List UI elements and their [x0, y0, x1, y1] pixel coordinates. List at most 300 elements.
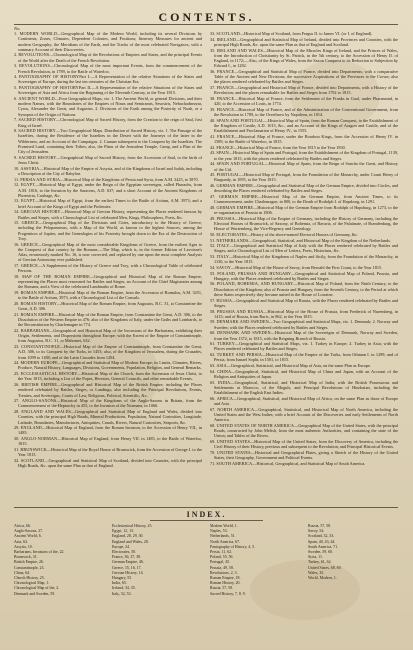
- entry-title: GREECE: [20, 263, 38, 268]
- contents-entry: [14, 301, 202, 312]
- index-entry: Prussia, 49, 58.: [210, 565, 234, 570]
- contents-entry: [14, 155, 202, 166]
- contents-entry: [210, 96, 398, 107]
- entry-title: MAP OF THE ROMAN EMPIRE: [22, 273, 90, 279]
- entry-number: 8.: [14, 128, 18, 134]
- index-entry: Wales, 35.: [308, 570, 325, 575]
- entry-description: —Historical Map of the Royal House of Brunswick, from the Accession of George I. to the Year 1815.: [18, 446, 202, 458]
- contents-entry: [14, 436, 202, 447]
- index-entry: China, 64.: [14, 570, 31, 575]
- entry-number: 70.: [210, 449, 216, 455]
- entry-title: SACRED HISTORY: [18, 154, 57, 160]
- index-entry: Africa, 66.: [14, 524, 31, 528]
- index-column-3: [210, 524, 300, 638]
- entry-number: 12.: [14, 182, 20, 188]
- entry-title: FRANCE: [217, 133, 235, 139]
- entry-title: BRUNSWICK: [20, 446, 47, 452]
- contents-entry: [14, 360, 202, 371]
- entry-title: GREECE: [20, 241, 38, 247]
- contents-entry: [210, 145, 398, 150]
- contents-entry: [14, 128, 202, 154]
- entry-number: 36.: [210, 68, 216, 74]
- contents-entry: [14, 447, 202, 458]
- contents-entry: [14, 425, 202, 436]
- entry-title: FRANCE: [216, 68, 235, 74]
- contents-entry: [210, 407, 398, 423]
- contents-entry: [14, 117, 202, 128]
- entry-number: 22.: [14, 327, 20, 333]
- index-column-4: [308, 524, 398, 638]
- contents-entry: [210, 107, 398, 118]
- contents-entry: [14, 263, 202, 274]
- index-entry: United States, 68, 69.: [308, 565, 342, 570]
- title-rule: [14, 24, 398, 25]
- index-entry: Naples, 53.: [210, 529, 228, 534]
- entry-title: GERMAN EMPIRE: [216, 204, 254, 210]
- entry-description: —Geographical, Statistical, and Historical Map of North America, including the United States and the West Indies; with a brief Account of the Discoveries and early Settlements of North America.: [214, 406, 398, 423]
- index-entry: South America, 71.: [308, 544, 339, 549]
- entry-number: 14.: [14, 209, 20, 215]
- entry-title: TURKEY: [217, 341, 235, 347]
- entry-title: CHINA: [217, 368, 232, 374]
- contents-entry: [210, 183, 398, 194]
- entry-number: 43.: [210, 150, 216, 156]
- contents-entry: [14, 398, 202, 409]
- entry-title: INDIA: [217, 379, 231, 385]
- entry-description: —Geographical and Historical Map of the British Empire; including the Places rendered celebrated by Battles, Sieges, or Landings; also including the Principal Revolutions, Events, Treaties, and Sovereigns, Courts of Law, Religious, Political, Scientific, &c.: [18, 382, 202, 398]
- entry-number: 47.: [210, 193, 216, 199]
- entry-description: —Historical Map of the Empire of the Turks, from Othman I. in 1299; and of Persia, from Ismael Sophi, in 1501, to 1815.: [214, 352, 398, 363]
- contents-entry: [14, 344, 202, 360]
- entry-title: ANGLO-NORMAN: [20, 436, 58, 442]
- entry-description: —Historical Map of Egypt, under the Reign of the Egyptian sovereigns, called Pharaohs, from A.M. 1816, to the Invasion by the Saracens, A.D. 637; and a short Account of the Ancient Kingdoms of Phoenicia, Carthage, &c.: [18, 182, 202, 198]
- entry-number: 44.: [210, 161, 216, 167]
- entry-description: —History of the above-named Electoral Houses of Germany, &c.: [246, 231, 359, 237]
- entry-description: —Geographical, Statistical, and Historical Map of Asia, on the same Plan as Europe.: [226, 362, 371, 368]
- entry-title: EGYPT: [20, 182, 36, 188]
- entry-title: IRELAND: [216, 36, 237, 42]
- entry-title: PANTOGRAPHY OF HISTORY: [18, 74, 80, 80]
- entry-description: —Two Geographical and Statistical Maps, viz. 1. Denmark; 2. Norway and Sweden; with the Places rendered celebrated by Battles and Sieges.: [214, 319, 398, 330]
- entry-number: 30.: [14, 436, 20, 442]
- entry-title: UNITED STATES: [216, 438, 250, 444]
- contents-entry: [210, 161, 398, 172]
- entry-description: —Historical Map of the Church, from the Ascension of Jesus Christ, to the Year 1815, including a List of the Popes, Heresies, General Councils, and other remarkable Events.: [18, 371, 202, 382]
- entry-description: —Historical Map of France, from the Settlement of the Franks in Gaul, under Pharamond, in 420, to the Accession of Louis, in 1774.: [214, 95, 398, 107]
- entry-title: REVOLUTIONS: [18, 52, 50, 58]
- contents-entry: [210, 352, 398, 363]
- contents-entry: [210, 319, 398, 330]
- contents-entry: [210, 450, 398, 461]
- entry-description: —A Supplement of the History of Greece and Troy, with a Chronological Table of celebrated Persons.: [18, 263, 202, 274]
- entry-title: RUSSIA: [216, 297, 233, 303]
- entry-title: ENGLAND: [20, 425, 42, 431]
- entry-description: —Geographical Map of the United States, with the principal Roads, constructed by John Melish, from the most authentic Authorities, and containing the state of the Union; and Tables of the Rivers.: [214, 422, 398, 439]
- entry-description: —Historical Map of Grecian History, representing the Places rendered famous by Battles and Sieges, with a Chronological List of celebrated Men, Kings, Philosophers, Poets, &c.: [18, 209, 202, 220]
- entry-title: ASSYRIA: [20, 165, 40, 171]
- contents-entry: [14, 409, 202, 425]
- entry-description: —Geographical and Statistical Map of Italy with the Places rendered celebrated by Battles and Sieges; and a Chronological List of Men of Letters, Poets, Historians, &c.: [214, 243, 398, 254]
- contents-entry: [210, 243, 398, 254]
- contents-entry: [210, 134, 398, 145]
- entry-title: ROMAN EMPIRE: [20, 311, 55, 317]
- index-title-rule: [150, 520, 263, 521]
- entry-title: SOUTH AMERICA: [216, 460, 253, 466]
- entry-title: SACRED HISTORY: [18, 117, 57, 123]
- index-entry: Persia, 11, 62.: [210, 550, 233, 555]
- contents-entry: [14, 31, 202, 52]
- contents-entry: [14, 177, 202, 182]
- index-entry: British Empire, 26.: [14, 560, 44, 565]
- index-entry: Italy, 52, 53.: [112, 591, 132, 596]
- contents-entry: [210, 238, 398, 243]
- entry-description: —Historical Map of the Roman Empire, from the Accession of Romulus, A.M. 3251, to the Battle of Actium, 3973, with a Chronological List of the Consuls.: [18, 290, 202, 301]
- entry-number: 23.: [14, 344, 20, 350]
- entry-number: 16.: [14, 241, 20, 247]
- entry-title: SPAIN AND PORTUGAL: [216, 161, 265, 167]
- contents-entry: [14, 371, 202, 382]
- entry-number: 61.: [210, 341, 216, 347]
- entry-title: AFRICA: [216, 395, 233, 401]
- entry-number: 63.: [210, 362, 216, 368]
- entry-title: PRUSSIA AND RUSSIA: [216, 308, 264, 314]
- entry-number: 46.: [210, 183, 216, 189]
- entry-description: —Geographical and Statistical Maps, viz. 1. Turkey in Europe; 2. Turkey in Asia; with the Places rendered celebrated by Battles and Sieges.: [214, 341, 398, 352]
- contents-entry: [210, 48, 398, 69]
- index-entry: World, Modern, 1.: [308, 576, 337, 581]
- entry-number: 7.: [14, 117, 18, 123]
- entry-number: 60.: [210, 330, 216, 336]
- index-entry: Revolutions, 2, 3.: [210, 570, 238, 575]
- index-entry: Ancient World, 6.: [14, 534, 42, 539]
- entry-description: —Historical Map of the Roman Empire, from Augustus, B.C. 31, to Constantine the Great, A.D. 306.: [18, 300, 202, 312]
- entry-title: SCOTLAND: [20, 457, 45, 463]
- contents-entry: [210, 118, 398, 134]
- index-entry: Ecclesiastical History, 25.: [112, 524, 153, 528]
- entry-number: 37.: [210, 85, 216, 91]
- entry-title: DENMARK AND SWEDEN: [217, 330, 271, 336]
- entry-title: ITALY: [216, 243, 230, 249]
- entry-number: 25.: [14, 371, 20, 377]
- contents-entry: [14, 74, 202, 85]
- entry-title: ROMAN EMPIRE: [20, 290, 55, 296]
- index-entry: Pantography of History, 4, 5.: [210, 544, 256, 549]
- index-entry: Ireland, 34, 35.: [112, 586, 136, 591]
- entry-description: —Historical Map of Egypt, from the earliest Times to the Battle of Actium, A.M. 3973; and a brief Account of the Kings of Egypt and the Ptolemies.: [18, 198, 202, 209]
- entry-description: —Historical Map of the Miracles Kings of Ireland, and the Princes of Wales, from the Introduction of Christianity by St. Patrick, in the 5th century, to the Accession of Henry II. of England, in 1172;—Also, of the Kings of Wales, from the Saxon Conquest to its Reduction to Subjection by Edward I., in 1282.: [214, 47, 398, 69]
- entry-number: 68.: [210, 422, 216, 428]
- entry-title: ANGLO-SAXONS: [21, 398, 57, 404]
- index-title: INDEX.: [186, 510, 227, 519]
- contents-entry: [210, 363, 398, 368]
- contents-entry: [14, 242, 202, 263]
- entry-title: IRELAND AND WALES: [216, 47, 264, 53]
- entry-description: —Geographical Map of Sacred History, from the Accession of Saul, to the birth of Jesus Christ.: [18, 154, 202, 166]
- contents-entry: [210, 150, 398, 161]
- contents-entry: [210, 396, 398, 407]
- contents-entry: [14, 166, 202, 177]
- index-entry: Russia, 57, 58.: [308, 524, 332, 528]
- entry-number: 56.: [210, 281, 216, 287]
- entry-title: FRANCE: [216, 85, 234, 91]
- contents-entry: [210, 369, 398, 380]
- index-rule: [14, 507, 398, 508]
- entry-number: 53.: [210, 254, 216, 260]
- index-entry: Electorates, 50.: [112, 550, 137, 555]
- entry-number: 33.: [210, 31, 216, 36]
- index-entry: Portugal, 45.: [210, 560, 230, 565]
- contents-entry: [14, 182, 202, 198]
- contents-entry: [210, 172, 398, 183]
- entry-description: Part II.—A Representation of the relative Situations of the States and Sovereigns of Asia and Africa from the Beginning of the Eleventh Century, to the Year 1815.: [18, 85, 202, 96]
- entry-number: 58.: [210, 308, 216, 314]
- entry-description: —Historical Map of Spain, from the Roman Conquest, to the Establishment of the Kingdom of Castile, A.D. 1015, &c., and an Account of the Kings of Aragon and Castile, and of the Establishment and Proclamation of Henry IV., in 1555.: [214, 117, 398, 134]
- entry-title: GRECIAN HISTORY: [20, 209, 61, 215]
- entry-number: 65.: [210, 379, 216, 385]
- entry-number: 64.: [210, 368, 216, 374]
- index-entry: Chronological Map, 1.: [14, 581, 50, 586]
- entry-description: —Historical Map of France, and of the Administration of the Conventional Government, from the Revolution in 1789, to the Overthrow by Napoleon, in 1814.: [214, 106, 398, 118]
- entry-title: SAVOY: [216, 264, 231, 270]
- entry-number: 52.: [210, 243, 216, 249]
- index-entry: Chronological Map of the, 2.: [14, 586, 60, 591]
- index-entry: Grecian History, 14.: [112, 570, 144, 575]
- entry-number: 5.: [14, 85, 18, 91]
- entry-title: POLAND, PRUSSIA AND HUNGARY: [217, 270, 292, 276]
- entry-description: —Historical Map of the United States, from the Discovery of America, including the Civil History of their History, previous and subsequent to the Revolution, and Principal Historical Events.: [214, 438, 398, 450]
- entry-description: —Geographical and Statistical Map of Ireland, divided into Provinces and Counties, with the principal High Roads, &c. upon the same Plan as that of England and Scotland.: [214, 36, 398, 47]
- contents-entry: [210, 380, 398, 396]
- entry-title: POLAND, BOHEMIA, AND HUNGARY: [216, 281, 294, 287]
- index-entry: Syria, 11.: [308, 555, 323, 560]
- entry-number: 6.: [14, 95, 18, 101]
- contents-entry: [210, 298, 398, 309]
- contents-entry: [210, 232, 398, 237]
- index-entry: Asia, 63.: [14, 539, 28, 544]
- entry-title: ITALY: [216, 254, 230, 260]
- contents-entry: [210, 341, 398, 352]
- index-entry: Europe, 24.: [112, 544, 131, 549]
- entry-description: —Geographical, Statistical, and Historical Map of India; with the British Possessions and Settlements at Morocco, of the Moguls, and Principal Revolutions of Hindostan, including the Establishment of the English East Indies.: [214, 379, 398, 395]
- entry-description: —Geographical and Historical Map of France, divided into Departments, with a History of the Revolution; and the places remarkable for Battles and Sieges from 1792 to 1815.: [214, 85, 398, 96]
- entry-description: —Two Geographical Maps. Distribution of Sacred History, viz. 1. The Passage of the Israelites, during the Residence of the Israelites in the Desert with the Journeys of the latter in the Wilderness, and an Account of the Campaigns. 2. Canaan subsequent to the Conquest by the Israelites. The Promised Land, containing their Tribes; also, the Plans of the Jerusalem Temple, Camp, and a Plan of the City of Jerusalem.: [18, 128, 202, 155]
- entry-number: 48.: [210, 204, 216, 210]
- entry-title: SCOTLAND: [216, 31, 240, 36]
- entry-number: 51.: [210, 237, 216, 243]
- entry-number: 4.: [14, 74, 18, 80]
- entry-description: —Geographical Map of the most considerable Kingdoms of Greece, from the earliest Ages to the Conquest of that country by the Romans.—The Map, which is, in the former Edition of Lavoisne's Atlas, erroneously marked No. 16, is now corrected, and replaced by one upon the most complete Analysis of Grecian Astronomy ever published.: [18, 241, 202, 263]
- entry-title: ANCIENT WORLD: [18, 95, 55, 101]
- index-entry: Brunswick, 31.: [14, 555, 38, 560]
- entry-description: —Geographical, Statistical, and Historical Map of Africa, on the same Plan as those of Europe and Asia.: [214, 395, 398, 406]
- entry-title: FRANCE: [216, 95, 235, 101]
- entry-number: 71.: [210, 460, 216, 466]
- contents-entry: [14, 328, 202, 344]
- contents-entry: [210, 37, 398, 48]
- index-entry: German Empire, 46.: [112, 560, 144, 565]
- entry-number: 39.: [210, 106, 216, 112]
- entry-title: BARBARIANS: [20, 327, 50, 333]
- entry-description: —Historical Map of Spain and Portugal, from the Establishment of the Kingdom of Portugal, 1139, to the year 1815, with the places rendered celebrated by Battles and Sieges.: [214, 150, 398, 161]
- entry-description: —Geographical and Historical Map of the Incursions of the Barbarians, exhibiting their Origin, Settlements, and Dispersions throughout Europe; with the Extent of the Empire of Constantinople, from Augustus, B.C. 31, to Mahomet, 632.: [18, 327, 202, 344]
- entry-description: —Geographical, Statistical, and Historical Map of China and Japan, with an Account of the Religion and Antiquities of Japan.: [214, 368, 398, 379]
- index-entry: Poland, 55, 56.: [210, 555, 234, 560]
- entry-title: ENGLAND AND WALES: [21, 409, 71, 415]
- entry-title: MODERN WORLD: [19, 31, 58, 36]
- entry-description: —Chronological Map of the Revolutions of Empires and States, and the principal Events of the World after the Death of the French Revolution.: [18, 52, 202, 63]
- number-column-label: No.: [14, 26, 21, 31]
- contents-entry: [14, 63, 202, 74]
- entry-title: BRITISH EMPIRE: [21, 382, 58, 388]
- entry-description: —Historical Map of Scotland, from Fergus II. to James VI. (or I. of England).: [239, 31, 373, 36]
- entry-description: —Historical Map of the German Empire, from Ancient Times, to its Commencement, under Charlemagne, in 800, to the Death of Rodolph I. of Hapsburg, in 1291.: [214, 193, 398, 205]
- entry-number: 34.: [210, 36, 216, 42]
- entry-title: TURKEY AND PERSIA: [216, 352, 262, 358]
- entry-number: 49.: [210, 215, 216, 221]
- entry-description: —Historical Map of Spain, from the Reign of Sancho the Great, and History of the Cid.: [214, 161, 398, 172]
- index-entry: Roman History, 20.: [210, 581, 241, 586]
- entry-description: —Historical Map of the Kingdoms of the Anglo-Saxons in Britain, from the Commencement of the Heptarchy in 455, to the Invasion of the Normans, in 1066.: [18, 398, 202, 409]
- entry-number: 1.: [14, 31, 18, 36]
- entry-title: SPAIN: [216, 150, 229, 156]
- entry-description: —Chronological Map of Sacred History, from the Creation to the reign of Saul, first King of Israel.: [18, 117, 202, 128]
- entry-description: —Geographical and Statistical Map of France, divided into Departments; with a comparative Table of the Ancient and New Divisions; the successive Acquisitions of the Provinces to the Crown; also the places rendered celebrated by Battles and Sieges.: [214, 68, 398, 85]
- entry-description: —Historical Map of the Kingdoms of Persia and Syria, from A.M. 3425, to 3870.: [60, 176, 199, 182]
- entry-title: EGYPT: [20, 198, 36, 204]
- contents-entry: [210, 271, 398, 282]
- entry-number: 42.: [210, 144, 216, 150]
- entry-title: ASIA: [216, 362, 227, 368]
- index-entry: Barbarians, Invasions of the, 22.: [14, 550, 65, 555]
- entry-title: MODERN EUROPE: [20, 360, 58, 366]
- entry-title: CONSTANTINOPLE: [21, 344, 60, 350]
- entry-title: ELECTORATES: [216, 231, 247, 237]
- entry-description: —Geographical, Statistical, and Historical Map of the Kingdom of the Netherlands.: [248, 237, 391, 243]
- index-entry: Scotland, 32, 33.: [308, 534, 335, 539]
- contents-entry: [14, 85, 202, 96]
- entry-number: 28.: [14, 409, 20, 415]
- contents-column-left: [14, 31, 202, 509]
- contents-entry: [210, 69, 398, 85]
- entry-description: —Historical Map of Portugal, from the Foundation of the Monarchy, under Count Henry of Burgundy, in 1095, to the Year 1815.: [214, 172, 398, 183]
- entry-number: 2.: [14, 52, 18, 58]
- entry-description: —Historical Map of the Sovereigns of Denmark, Norway and Sweden, from the Year 1372, to 1815, with the Reigning Branch of Russia.: [214, 330, 398, 341]
- entry-description: Part I.—A Representation of the relative Situations of the States and Sovereigns of Europe, during the last ten centuries of the Christian Era.: [18, 74, 202, 85]
- contents-entry: [210, 254, 398, 265]
- entry-title: FRANCE: [216, 144, 234, 150]
- entry-description: —Geographical and Statistical Map of Poland, Prussia, and Hungary, with the Places rendered celebrated by Battles and Sieges.: [214, 270, 398, 281]
- page-title: CONTENTS.: [158, 10, 255, 24]
- entry-description: —Historical and Geographical Plates, giving a Sketch of the History of the United States, their Geography, Government and Political Events.: [214, 449, 398, 460]
- entry-description: —Geographical Map of the Divisions and Cities, introductory to the History of Greece, including the Peloponnesus, with a Map of the World, as known to the highest Sources, among the Progenitors of Jupiter, and the Genealogies of his Posterity brought down to the Era of the Destruction of Troy.: [18, 220, 202, 241]
- contents-entry: [210, 265, 398, 270]
- entry-description: —Geographical and Historical Map of the Roman Empire, representing the Places most renowned for Battles and Sieges; an Account of the Chief Magistrates among the Romans; and a View of the celebrated Landmarks of Rome.: [18, 273, 202, 290]
- entry-number: 24.: [14, 360, 20, 366]
- entry-number: 67.: [210, 406, 216, 412]
- entry-description: —Geographical and Statistical Map of Russia, with the Places rendered celebrated by Battles and Sieges.: [214, 297, 398, 308]
- entry-number: 20.: [14, 300, 20, 306]
- entry-title: REVOLUTIONS: [19, 63, 50, 69]
- entry-number: 26.: [14, 382, 20, 388]
- entry-title: PRUSSIA: [216, 215, 235, 221]
- contents-entry: [210, 205, 398, 216]
- contents-entry: [210, 281, 398, 297]
- contents-entry: [210, 439, 398, 450]
- entry-number: 54.: [210, 264, 216, 270]
- entry-number: 29.: [14, 425, 20, 431]
- contents-entry: [14, 198, 202, 209]
- entry-description: —Geographical and Statistical Map of Modern Europe; its Limits, Climates, Rivers, Produce, Natural History, Languages, Divisions, Governments, Population, Religion, and General Remarks.: [18, 360, 202, 371]
- entry-number: 66.: [210, 395, 216, 401]
- contents-entry: [210, 31, 398, 36]
- index-entry: Russia, 57, 58.: [210, 586, 234, 591]
- entry-number: 3.: [14, 63, 18, 69]
- entry-title: DENMARK AND SWEDEN: [216, 319, 269, 325]
- entry-number: 32.: [14, 457, 20, 463]
- entry-number: 9.: [14, 154, 18, 160]
- index-entry: Hungary, 55.: [112, 576, 133, 581]
- entry-number: 21.: [14, 311, 20, 317]
- entry-title: ECCLESIASTICAL HISTORY: [20, 371, 78, 377]
- entry-number: 69.: [210, 438, 216, 444]
- entry-number: 41.: [210, 133, 216, 139]
- entry-description: —Geographical and Statistical Map of Scotland, divided into Counties, with the principal High Roads, &c. upon the same Plan as that of England.: [18, 457, 202, 469]
- entry-description: —Four Geographical Maps, viz. 1. The Ancient World, or general Divisions, and their modern Names, with the Boundaries of the Empires of Ninus and Semiramis, Sesostris, Nebuchadnezzar, Cyrus, Alexander the Great, and Augustus. 2. Divisions of the Earth among the Posterity of Noah, or a Synopsis of the Origin of Nations.: [18, 95, 202, 117]
- entry-description: —Historical Map of the German Empire from Rodolph of Hapsburg, in 1273, to the re-organization of Prussia in 1806.: [214, 204, 398, 216]
- entry-number: 17.: [14, 263, 20, 268]
- contents-entry: [210, 309, 398, 320]
- entry-number: 11.: [14, 176, 20, 182]
- entry-number: 59.: [210, 319, 216, 325]
- entry-number: 55.: [210, 270, 216, 276]
- index-entry: Church History, 25.: [14, 576, 45, 581]
- entry-title: NETHERLANDS: [216, 237, 249, 243]
- entry-number: 15.: [14, 220, 20, 226]
- contents-entry: [14, 52, 202, 63]
- contents-entry: [210, 216, 398, 232]
- index-entry: Netherlands, 51.: [210, 534, 236, 539]
- index-entry: Modern World, 1.: [210, 524, 238, 528]
- contents-entry: [210, 194, 398, 205]
- entry-number: 40.: [210, 117, 216, 123]
- index-entry: Spain, 40, 43, 44.: [308, 539, 336, 544]
- entry-title: GERMAN EMPIRE: [218, 193, 258, 199]
- entry-description: —Historical Map of Poland, from the Ninth Century, to the Dissolution of the Kingdom; also of Prussia and Hungary, from the Seventh Century, to the Period at which these States respectively they became united to the House of Lorraine.: [214, 281, 398, 297]
- entry-description: —Historical Map of France, from the Year 1815 to the Year 1830.: [233, 144, 346, 150]
- entry-title: PERSIA AND SYRIA: [20, 176, 61, 182]
- contents-entry: [14, 274, 202, 290]
- index-entry: France, 36, 37, 38.: [112, 555, 142, 560]
- entry-title: GERMAN EMPIRE: [216, 183, 253, 189]
- entry-description: —Historical Map of the Empire of Germany, including the History of Germany, including the Electoral Houses of Brunswick, of Saxony, of Bohemia, of Bavaria, of the Palatinate, of Brandenburg, the House of Wurtemberg, the Vice-Regency and Genealogy.: [214, 215, 398, 232]
- entry-description: —Historical Map of England, from the Roman Invasion, to the Accession of Henry VII., in 1485.: [18, 425, 202, 436]
- entry-number: 38.: [210, 95, 216, 101]
- contents-entry: [14, 96, 202, 117]
- entry-number: 27.: [14, 398, 20, 404]
- entry-description: —Historical Map of the Empire of Assyria, and of the Kingdoms of Israel and Judah, including a Description of the City of Babylon.: [18, 165, 202, 177]
- contents-column-right: [210, 31, 398, 509]
- entry-title: NORTH AMERICA: [217, 406, 255, 412]
- index-entry: Denmark and Sweden, 59.: [14, 591, 56, 596]
- entry-number: 31.: [14, 446, 20, 452]
- entry-title: SPAIN AND PORTUGAL: [216, 117, 264, 123]
- entry-title: FRANCE: [216, 106, 235, 112]
- contents-entry: [14, 209, 202, 220]
- contents-entry: [14, 290, 202, 301]
- index-entry: Greece, 15, 16, 17.: [112, 565, 142, 570]
- index-entry: North America, 67.: [210, 539, 241, 544]
- contents-entry: [210, 461, 398, 466]
